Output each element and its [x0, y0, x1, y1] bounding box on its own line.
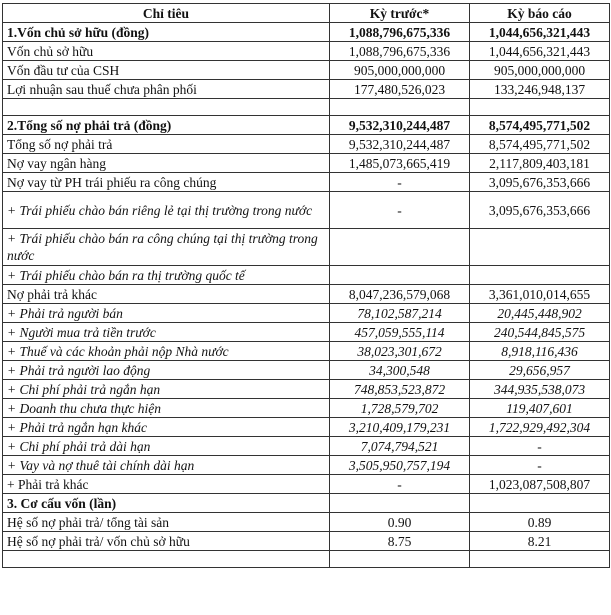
- row-label: [3, 551, 330, 568]
- row-curr-value: 8,918,116,436: [470, 342, 610, 361]
- row-label: Nợ vay từ PH trái phiếu ra công chúng: [3, 173, 330, 192]
- row-label: Nợ phải trả khác: [3, 285, 330, 304]
- row-label: Vốn chủ sở hữu: [3, 42, 330, 61]
- row-label: [3, 99, 330, 116]
- table-row: [3, 475, 610, 494]
- row-curr-value: [470, 551, 610, 568]
- table-row: [3, 135, 610, 154]
- table-row: [3, 342, 610, 361]
- section-equity-row: [3, 23, 610, 42]
- table-row: [3, 513, 610, 532]
- row-curr-value: [470, 494, 610, 513]
- table-row: [3, 80, 610, 99]
- row-curr-value: 3,361,010,014,655: [470, 285, 610, 304]
- table-row: [3, 532, 610, 551]
- row-label: 2.Tổng số nợ phải trả (đồng): [3, 116, 330, 135]
- row-prev-value: 0.90: [330, 513, 470, 532]
- row-prev-value: [330, 551, 470, 568]
- row-prev-value: 38,023,301,672: [330, 342, 470, 361]
- table-row: [3, 323, 610, 342]
- table-row: [3, 192, 610, 229]
- row-prev-value: 1,728,579,702: [330, 399, 470, 418]
- row-label: + Chi phí phải trả dài hạn: [3, 437, 330, 456]
- row-label: Tổng số nợ phải trả: [3, 135, 330, 154]
- row-label: + Phải trả ngắn hạn khác: [3, 418, 330, 437]
- row-prev-value: 3,210,409,179,231: [330, 418, 470, 437]
- row-curr-value: 8,574,495,771,502: [470, 116, 610, 135]
- row-prev-value: -: [330, 192, 470, 229]
- row-prev-value: -: [330, 173, 470, 192]
- row-prev-value: 7,074,794,521: [330, 437, 470, 456]
- row-curr-value: 3,095,676,353,666: [470, 192, 610, 229]
- row-label: 3. Cơ cấu vốn (lần): [3, 494, 330, 513]
- header-previous-period: Kỳ trước*: [330, 4, 470, 23]
- row-prev-value: 9,532,310,244,487: [330, 135, 470, 154]
- row-label: + Doanh thu chưa thực hiện: [3, 399, 330, 418]
- row-prev-value: 8,047,236,579,068: [330, 285, 470, 304]
- financial-table: [2, 3, 610, 568]
- row-curr-value: 1,023,087,508,807: [470, 475, 610, 494]
- row-label: Nợ vay ngân hàng: [3, 154, 330, 173]
- row-prev-value: 3,505,950,757,194: [330, 456, 470, 475]
- table-row: [3, 456, 610, 475]
- row-curr-value: 20,445,448,902: [470, 304, 610, 323]
- row-curr-value: 8,574,495,771,502: [470, 135, 610, 154]
- row-curr-value: -: [470, 456, 610, 475]
- row-curr-value: 1,044,656,321,443: [470, 42, 610, 61]
- row-prev-value: 1,088,796,675,336: [330, 23, 470, 42]
- header-reporting-period: Kỳ báo cáo: [470, 4, 610, 23]
- row-curr-value: 344,935,538,073: [470, 380, 610, 399]
- row-label: + Trái phiếu chào bán riêng lẻ tại thị trường trong nước: [3, 192, 330, 229]
- table-row: [3, 42, 610, 61]
- table-row: [3, 361, 610, 380]
- table-row: [3, 380, 610, 399]
- row-prev-value: 1,485,073,665,419: [330, 154, 470, 173]
- row-prev-value: 78,102,587,214: [330, 304, 470, 323]
- row-prev-value: 748,853,523,872: [330, 380, 470, 399]
- table-row: [3, 173, 610, 192]
- row-curr-value: [470, 99, 610, 116]
- row-label: + Vay và nợ thuê tài chính dài hạn: [3, 456, 330, 475]
- table-row: [3, 304, 610, 323]
- header-row: [3, 4, 610, 23]
- row-curr-value: 119,407,601: [470, 399, 610, 418]
- table-row: [3, 437, 610, 456]
- row-curr-value: 240,544,845,575: [470, 323, 610, 342]
- table-row: [3, 154, 610, 173]
- row-label: + Phải trả người lao động: [3, 361, 330, 380]
- row-label: + Trái phiếu chào bán ra công chúng tại thị trường trong nước: [3, 229, 330, 266]
- row-label: + Thuế và các khoản phải nộp Nhà nước: [3, 342, 330, 361]
- row-prev-value: 8.75: [330, 532, 470, 551]
- row-label: 1.Vốn chủ sở hữu (đồng): [3, 23, 330, 42]
- row-curr-value: 0.89: [470, 513, 610, 532]
- row-curr-value: 3,095,676,353,666: [470, 173, 610, 192]
- row-label: + Phải trả người bán: [3, 304, 330, 323]
- row-label: Hệ số nợ phải trả/ vốn chủ sở hữu: [3, 532, 330, 551]
- row-curr-value: 2,117,809,403,181: [470, 154, 610, 173]
- row-curr-value: -: [470, 437, 610, 456]
- row-label: Lợi nhuận sau thuế chưa phân phối: [3, 80, 330, 99]
- row-label: + Chi phí phải trả ngắn hạn: [3, 380, 330, 399]
- row-prev-value: -: [330, 475, 470, 494]
- row-curr-value: 1,722,929,492,304: [470, 418, 610, 437]
- row-curr-value: 905,000,000,000: [470, 61, 610, 80]
- table-row: [3, 61, 610, 80]
- row-prev-value: 1,088,796,675,336: [330, 42, 470, 61]
- row-prev-value: [330, 266, 470, 285]
- row-prev-value: 9,532,310,244,487: [330, 116, 470, 135]
- row-curr-value: 29,656,957: [470, 361, 610, 380]
- table-row: [3, 266, 610, 285]
- row-prev-value: 905,000,000,000: [330, 61, 470, 80]
- row-curr-value: [470, 266, 610, 285]
- section-capital-structure-row: [3, 494, 610, 513]
- row-label: + Người mua trả tiền trước: [3, 323, 330, 342]
- section-liabilities-row: [3, 116, 610, 135]
- row-label: Hệ số nợ phải trả/ tổng tài sản: [3, 513, 330, 532]
- row-label: Vốn đầu tư của CSH: [3, 61, 330, 80]
- row-prev-value: 457,059,555,114: [330, 323, 470, 342]
- header-indicator: Chỉ tiêu: [3, 4, 330, 23]
- row-curr-value: 1,044,656,321,443: [470, 23, 610, 42]
- row-prev-value: [330, 229, 470, 266]
- table-row: [3, 399, 610, 418]
- row-prev-value: [330, 99, 470, 116]
- blank-row: [3, 99, 610, 116]
- row-prev-value: 177,480,526,023: [330, 80, 470, 99]
- table-row: [3, 285, 610, 304]
- table-row: [3, 229, 610, 266]
- row-curr-value: [470, 229, 610, 266]
- row-curr-value: 8.21: [470, 532, 610, 551]
- row-curr-value: 133,246,948,137: [470, 80, 610, 99]
- row-label: + Trái phiếu chào bán ra thị trường quốc tế: [3, 266, 330, 285]
- row-prev-value: 34,300,548: [330, 361, 470, 380]
- row-prev-value: [330, 494, 470, 513]
- blank-row: [3, 551, 610, 568]
- table-row: [3, 418, 610, 437]
- row-label: + Phải trả khác: [3, 475, 330, 494]
